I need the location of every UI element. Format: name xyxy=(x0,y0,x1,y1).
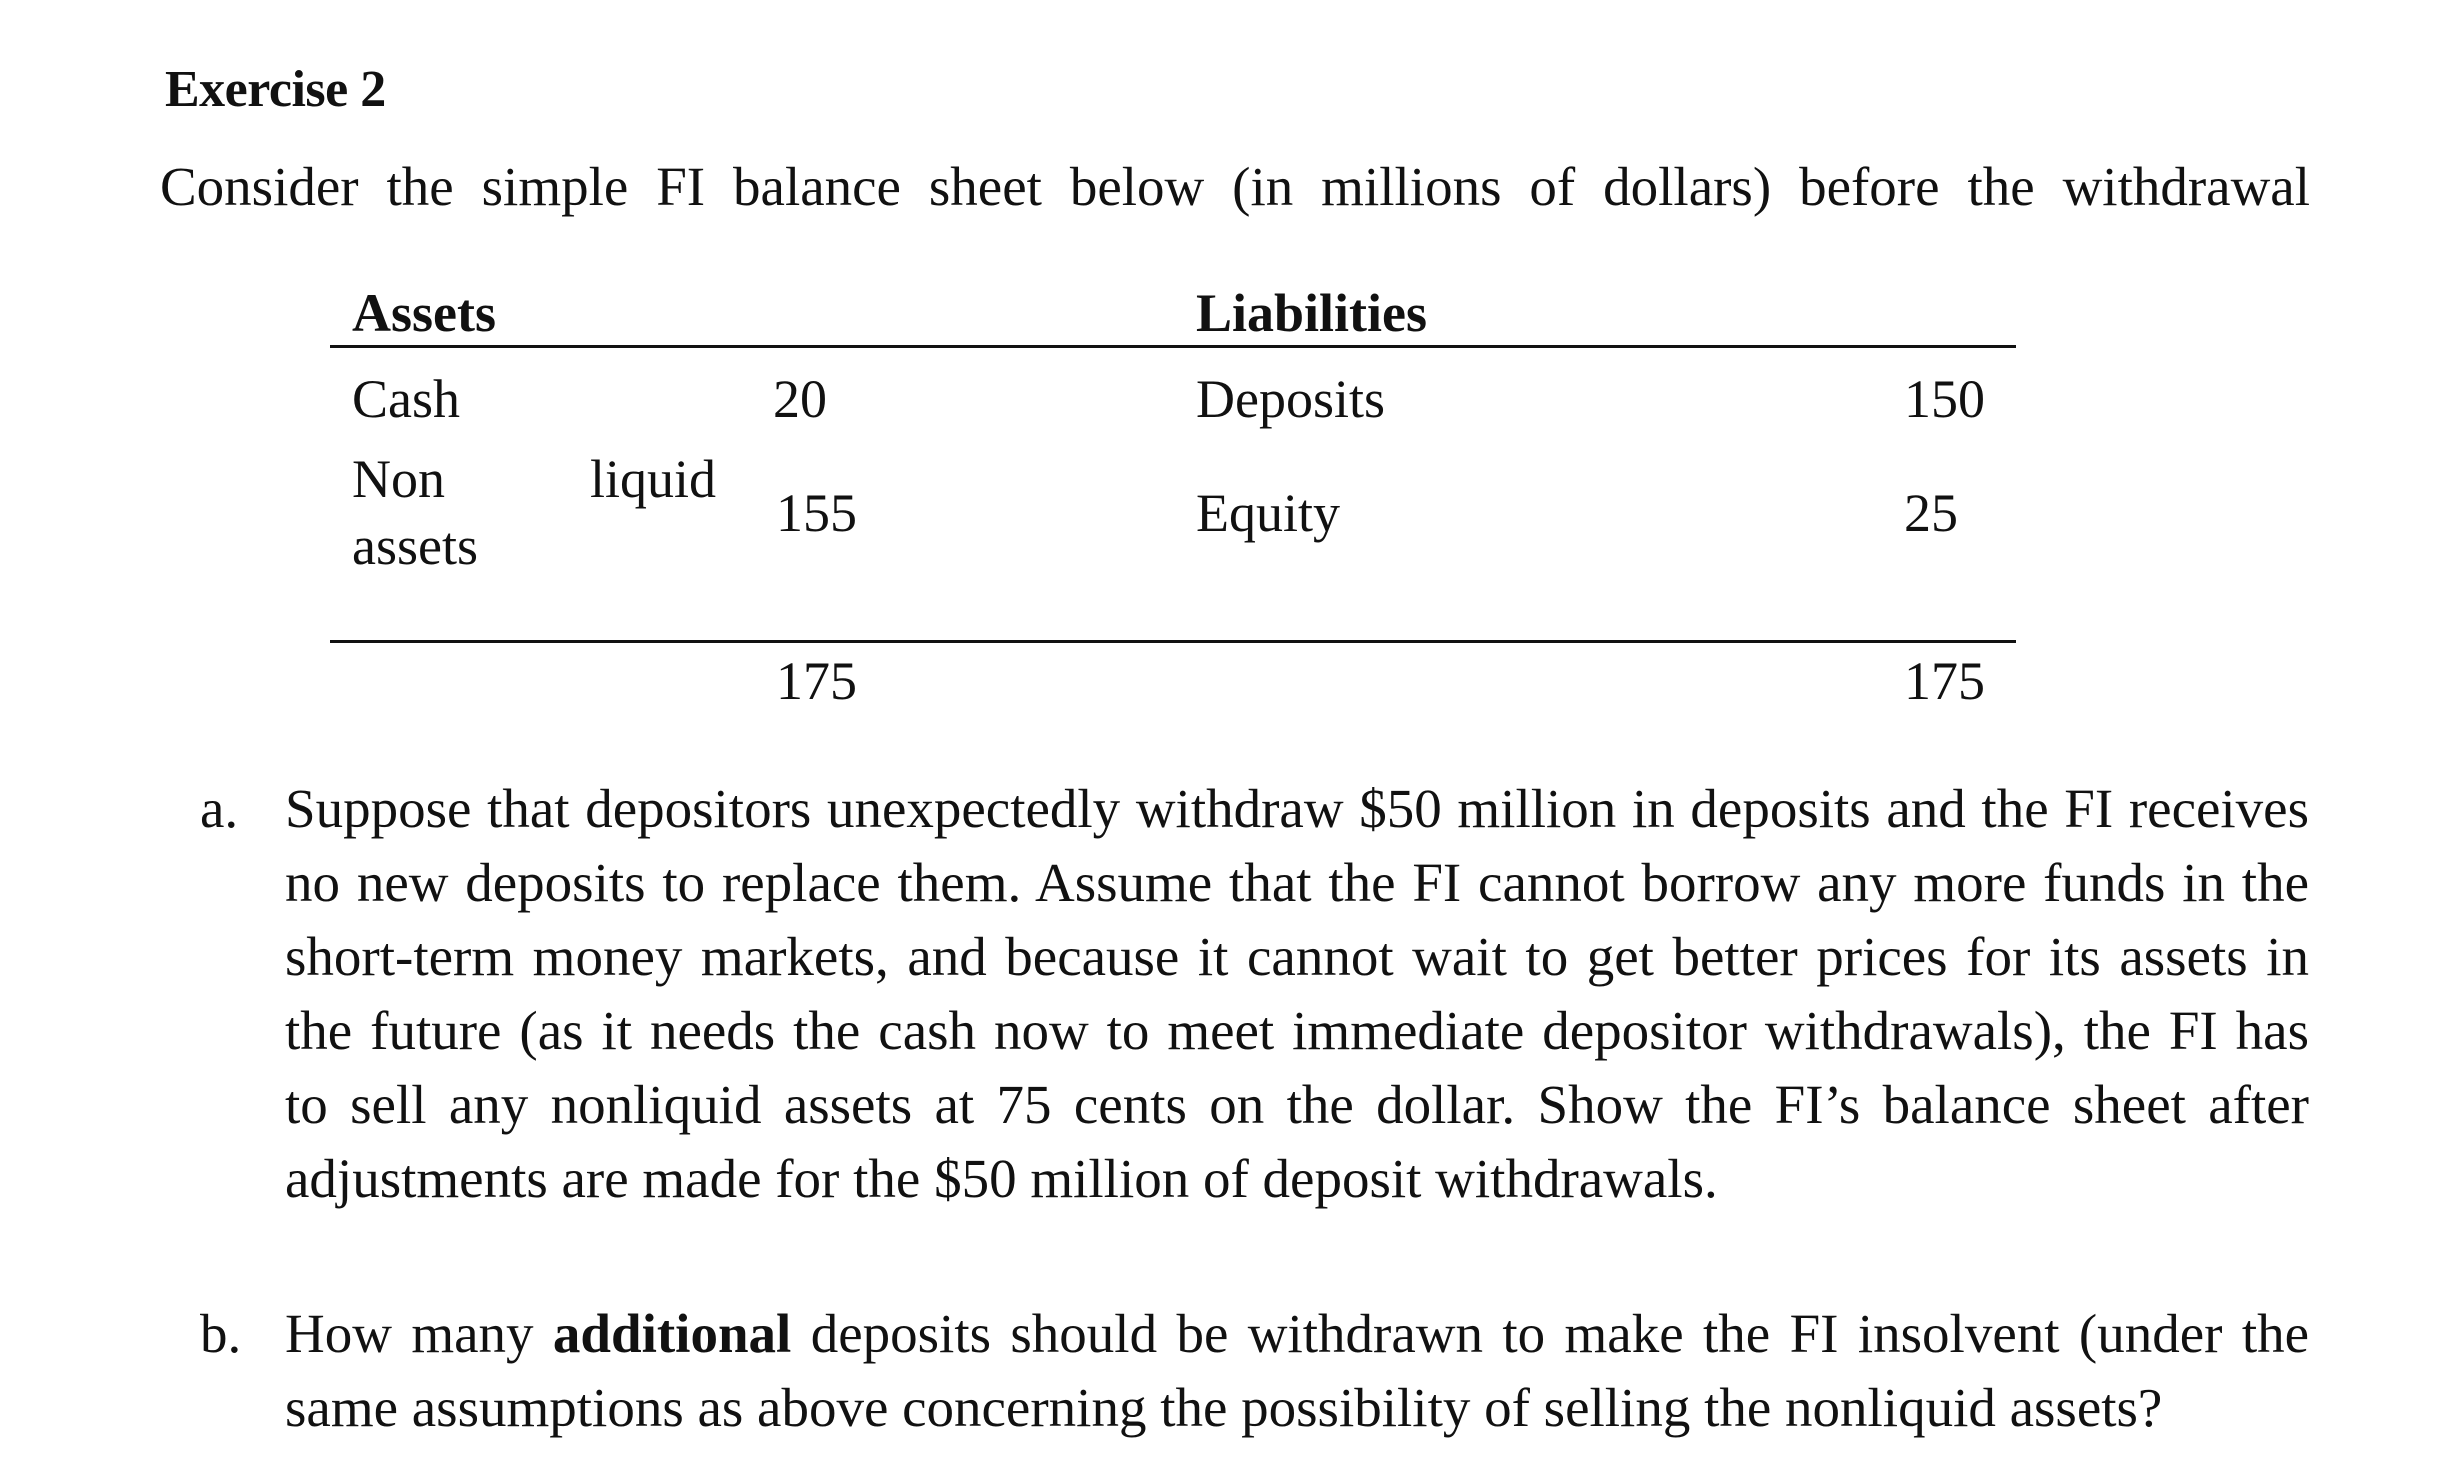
question-a-text xyxy=(285,772,2309,1216)
question-a-line: Suppose that depositors unexpectedly withdraw $50 million in deposits and the FI receives xyxy=(285,778,2309,839)
exercise-intro: Consider the simple FI balance sheet below (in millions of dollars) before the withdrawal xyxy=(160,156,2310,217)
liability-deposits-label: Deposits xyxy=(1196,369,1385,429)
asset-nonliquid-label-word1: Non xyxy=(352,449,445,509)
question-a-line: short-term money markets, and because it cannot wait to get better prices for its assets in xyxy=(285,926,2309,987)
asset-nonliquid-value: 155 xyxy=(776,483,857,543)
liability-equity-label: Equity xyxy=(1196,483,1340,543)
liabilities-total: 175 xyxy=(1904,651,1985,711)
question-b-line xyxy=(285,1297,2309,1371)
asset-nonliquid-label-line2: assets xyxy=(352,516,478,576)
question-b-emphasis: additional xyxy=(552,1303,792,1364)
question-b-post: deposits should be withdrawn to make the FI insolvent (under the xyxy=(810,1303,2310,1364)
liability-deposits-value: 150 xyxy=(1904,369,1985,429)
asset-cash-label: Cash xyxy=(352,369,460,429)
question-b-text xyxy=(285,1297,2309,1445)
asset-cash-value: 20 xyxy=(773,369,827,429)
question-a-line: adjustments are made for the $50 million of deposit withdrawals. xyxy=(285,1148,1718,1209)
question-a-line: no new deposits to replace them. Assume that the FI cannot borrow any more funds in the xyxy=(285,852,2309,913)
question-b-pre: How many xyxy=(285,1303,534,1364)
question-b-line: same assumptions as above concerning the possibility of selling the nonliquid assets? xyxy=(285,1377,2163,1438)
asset-nonliquid-label-word2: liquid xyxy=(590,449,717,509)
question-a-line: the future (as it needs the cash now to meet immediate depositor withdrawals), the FI has xyxy=(285,1000,2309,1061)
assets-header: Assets xyxy=(352,283,496,343)
assets-total: 175 xyxy=(776,651,857,711)
question-a-line: to sell any nonliquid assets at 75 cents on the dollar. Show the FI’s balance sheet after xyxy=(285,1074,2309,1135)
question-b-marker: b. xyxy=(200,1303,242,1364)
liabilities-header: Liabilities xyxy=(1196,283,1428,343)
total-rule xyxy=(330,640,2016,643)
question-a-marker: a. xyxy=(200,778,239,839)
exercise-title: Exercise 2 xyxy=(165,61,386,118)
header-rule xyxy=(330,345,2016,348)
liability-equity-value: 25 xyxy=(1904,483,1958,543)
